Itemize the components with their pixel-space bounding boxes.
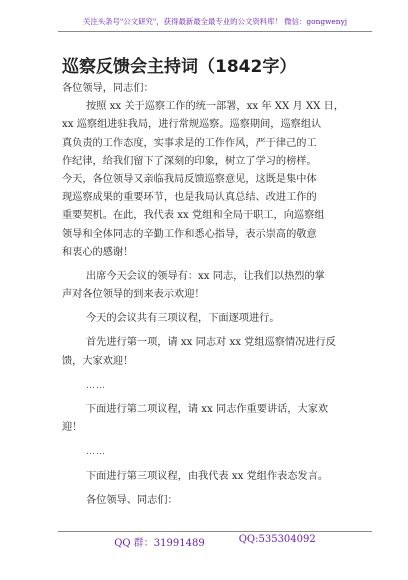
text-line: 首先进行第一项，请 xx 同志对 xx 党组巡察情况进行反 (86, 337, 336, 349)
footer (58, 534, 372, 549)
footer-divider (58, 531, 372, 532)
header-banner: 关注头条号"公文研究"，获得最新最全最专业的公文资料库！ 微信：gongwenyj (82, 16, 348, 26)
text-line: 声对各位领导的到来表示欢迎！ (62, 289, 205, 301)
text-line: 下面进行第三项议程，由我代表 xx 党组作表态发言。 (86, 470, 329, 482)
ellipsis: …… (86, 447, 106, 458)
paragraph-agenda (62, 310, 354, 328)
text-line: 按照 xx 关于巡察工作的统一部署，xx 年 XX 月 XX 日， (86, 101, 345, 113)
text-line: 今天，各位领导又亲临我局反馈巡察意见，这既是集中体 (62, 173, 317, 185)
text-line: 真负责的工作态度，实事求是的工作作风，严于律己的工 (62, 137, 317, 149)
paragraph-item-one (62, 334, 354, 370)
footer-qq: QQ:535304092 (238, 534, 316, 545)
text-line: 现巡察成果的重要环节，也是我局认真总结、改进工作的 (62, 192, 317, 204)
text-line: 迎！ (62, 422, 83, 434)
document-title: 巡察反馈会主持词（1842字） (62, 57, 297, 77)
text-line: 和衷心的感谢！ (62, 246, 134, 258)
paragraph-attendees (62, 268, 354, 304)
header-divider (58, 31, 372, 32)
paragraph-closing-salutation (62, 492, 354, 510)
footer-qq-group: QQ 群：31991489 (114, 538, 205, 549)
document-body (62, 80, 354, 510)
text-line: xx 巡察组进驻我局，进行常规巡察。巡察期间，巡察组认 (62, 119, 322, 131)
paragraph-item-three (62, 468, 354, 486)
text-line: 作纪律，给我们留下了深刻的印象，树立了学习的榜样。 (62, 155, 317, 167)
text-line: 下面进行第二项议程，请 xx 同志作重要讲话，大家欢 (86, 404, 329, 415)
text-line: 各位领导、同志们： (86, 494, 178, 506)
text-line: 馈，大家欢迎！ (62, 355, 134, 367)
text-line: 出席今天会议的领导有：xx 同志，让我们以热烈的掌 (86, 270, 325, 282)
text-line: 重要契机。在此，我代表 xx 党组和全局干职工，向巡察组 (62, 210, 325, 222)
paragraph-item-two (62, 401, 354, 437)
text-line: 今天的会议共有三项议程，下面逐项进行。 (86, 313, 280, 325)
ellipsis: …… (86, 380, 106, 391)
salutation: 各位领导，同志们： (62, 83, 154, 94)
paragraph-opening (62, 98, 354, 262)
text-line: 领导和全体同志的辛勤工作和悉心指导，表示崇高的敬意 (62, 228, 317, 240)
